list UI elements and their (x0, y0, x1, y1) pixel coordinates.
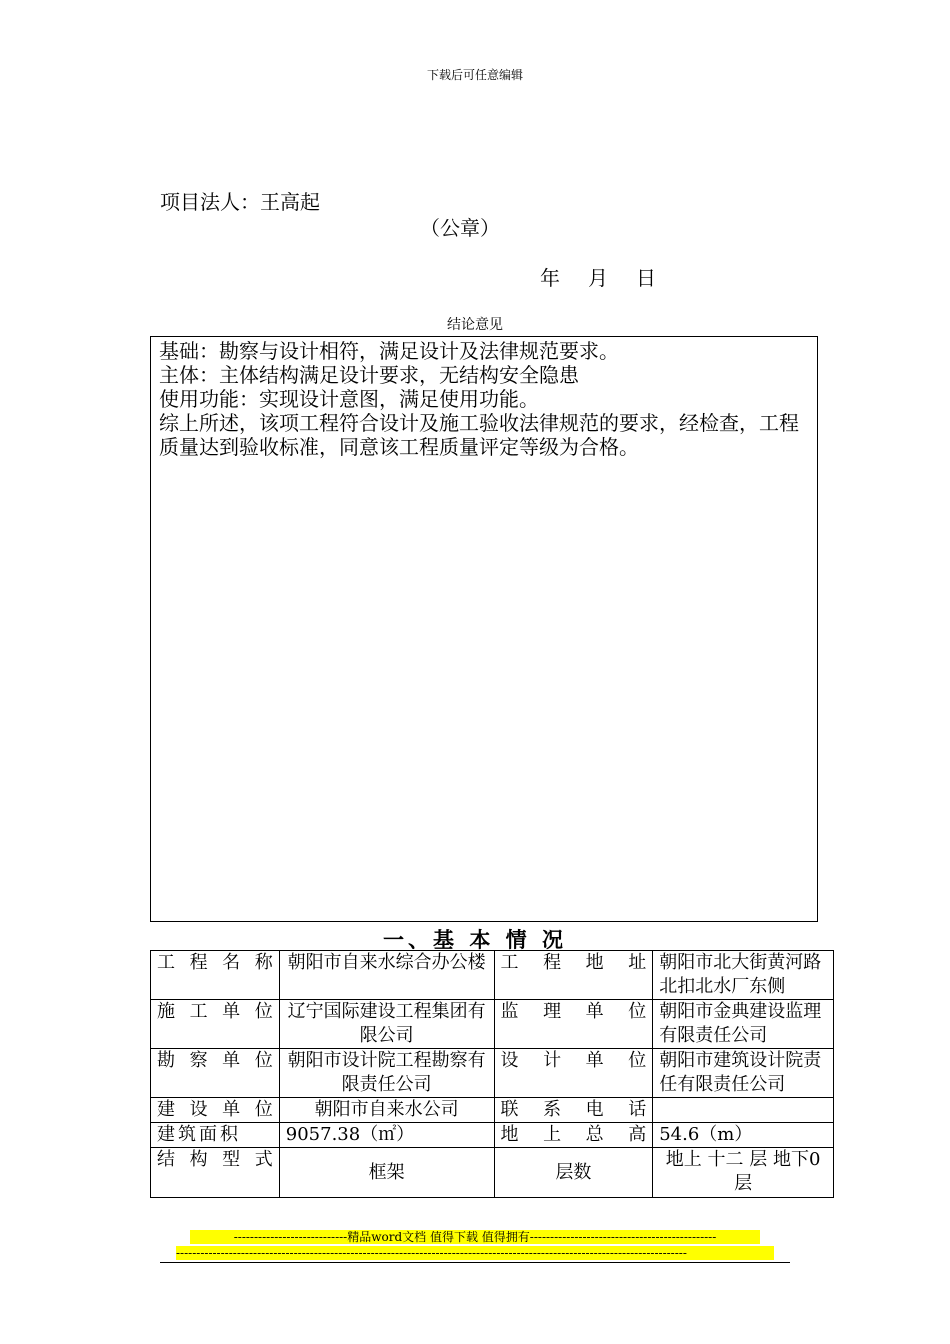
conclusion-line-foundation: 基础：勘察与设计相符，满足设计及法律规范要求。 (159, 339, 619, 363)
footer-divider (160, 1262, 790, 1263)
table-row (151, 1000, 834, 1049)
value-floor-area: 9057.38（㎡） (279, 1123, 494, 1148)
label-project-address: 工程地址 (494, 951, 653, 1000)
value-supervision-unit: 朝阳市金典建设监理有限责任公司 (653, 1000, 834, 1049)
value-structure-type: 框架 (279, 1148, 494, 1198)
label-floors: 层数 (494, 1148, 653, 1198)
label-structure-type: 结构型式 (151, 1148, 280, 1198)
table-row (151, 1098, 834, 1123)
footer-dashes: ------------------------------------------------------------------------------------------------------------------------------ (176, 1246, 774, 1260)
conclusion-line-summary: 综上所述，该项工程符合设计及施工验收法律规范的要求，经检查，工程质量达到验收标准，同意该工程质量评定等级为合格。 (159, 411, 799, 459)
value-contact-phone (653, 1098, 834, 1123)
value-project-name: 朝阳市自来水综合办公楼 (279, 951, 494, 1000)
conclusion-box (150, 336, 818, 922)
label-contact-phone: 联系电话 (494, 1098, 653, 1123)
table-row (151, 951, 834, 1000)
header-note: 下载后可任意编辑 (426, 68, 523, 82)
conclusion-title: 结论意见 (447, 317, 503, 333)
label-project-name: 工程名称 (151, 951, 280, 1000)
basic-info-title: 一、基 本 情 况 (383, 928, 567, 952)
table-row (151, 1049, 834, 1098)
label-design-unit: 设计单位 (494, 1049, 653, 1098)
conclusion-line-structure: 主体：主体结构满足设计要求，无结构安全隐患 (159, 363, 579, 387)
value-construction-unit: 辽宁国际建设工程集团有限公司 (279, 1000, 494, 1049)
date-month: 月 (588, 266, 608, 290)
table-row (151, 1123, 834, 1148)
label-supervision-unit: 监理单位 (494, 1000, 653, 1049)
value-total-height: 54.6（m） (653, 1123, 834, 1148)
label-total-height: 地上总高 (494, 1123, 653, 1148)
legal-person-line: 项目法人：王高起 (160, 190, 320, 214)
value-owner-unit: 朝阳市自来水公司 (279, 1098, 494, 1123)
conclusion-line-function: 使用功能：实现设计意图，满足使用功能。 (159, 387, 539, 411)
label-survey-unit: 勘察单位 (151, 1049, 280, 1098)
label-floor-area: 建筑面积 (151, 1123, 280, 1148)
label-owner-unit: 建设单位 (151, 1098, 280, 1123)
basic-info-table (150, 950, 834, 1198)
label-construction-unit: 施工单位 (151, 1000, 280, 1049)
date-line (540, 262, 684, 291)
footer-banner: ----------------------------精品word文档 值得下载 值得拥有---------------------------------------------- (190, 1230, 760, 1244)
value-project-address: 朝阳市北大街黄河路北扣北水厂东侧 (653, 951, 834, 1000)
date-day: 日 (636, 266, 656, 290)
official-seal-label: （公章） (420, 216, 500, 240)
value-floors: 地上 十二 层 地下0层 (653, 1148, 834, 1198)
date-year: 年 (540, 266, 560, 290)
value-survey-unit: 朝阳市设计院工程勘察有限责任公司 (279, 1049, 494, 1098)
table-row (151, 1148, 834, 1198)
value-design-unit: 朝阳市建筑设计院责任有限责任公司 (653, 1049, 834, 1098)
